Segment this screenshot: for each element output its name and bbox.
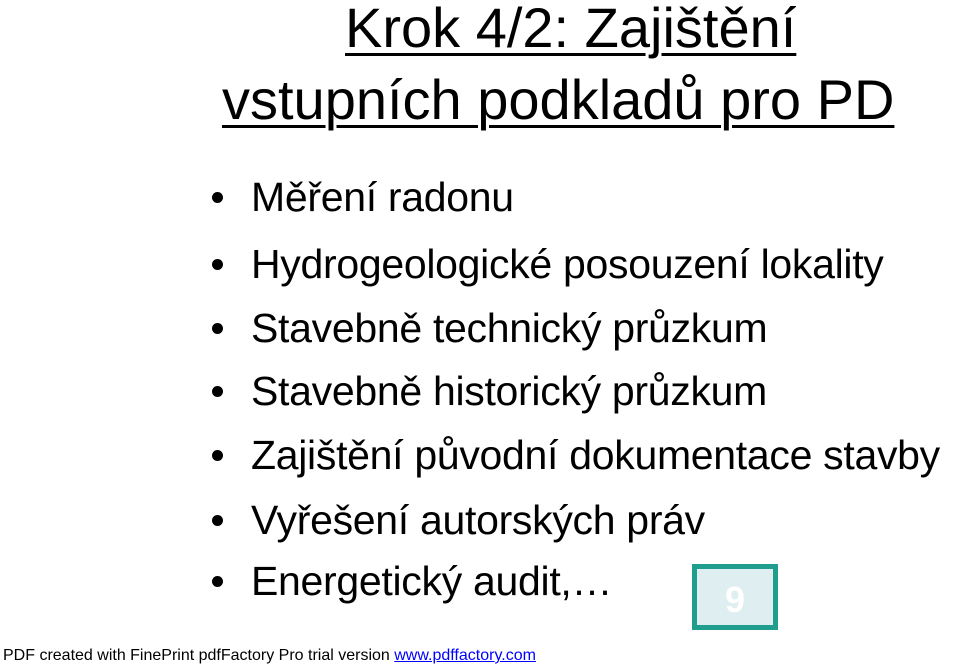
slide-title-line-1: Krok 4/2: Zajištění — [345, 0, 797, 59]
bullet-dot-icon — [212, 192, 223, 203]
footer-text: PDF created with FinePrint pdfFactory Pro trial version — [3, 647, 395, 664]
bullet-dot-icon — [212, 323, 223, 334]
bullet-text: Vyřešení autorských práv — [251, 497, 705, 543]
bullet-dot-icon — [212, 386, 223, 397]
slide-title-line-2: vstupních podkladů pro PD — [222, 68, 895, 131]
bullet-item — [212, 240, 884, 288]
bullet-item — [212, 496, 705, 544]
bullet-text: Měření radonu — [251, 174, 514, 220]
footer-link[interactable]: www.pdffactory.com — [394, 647, 536, 664]
bullet-item — [212, 431, 940, 479]
bullet-dot-icon — [212, 450, 223, 461]
bullet-dot-icon — [212, 515, 223, 526]
pdf-footer — [3, 646, 536, 666]
bullet-text: Stavebně technický průzkum — [251, 305, 768, 351]
bullet-item — [212, 173, 514, 221]
bullet-dot-icon — [212, 576, 223, 587]
bullet-text: Hydrogeologické posouzení lokality — [251, 241, 884, 287]
bullet-item — [212, 304, 767, 352]
page-number-badge — [692, 564, 778, 630]
bullet-text: Zajištění původní dokumentace stavby — [251, 432, 940, 478]
bullet-item — [212, 557, 612, 605]
page-number: 9 — [724, 579, 746, 620]
bullet-item — [212, 367, 767, 415]
bullet-text: Stavebně historický průzkum — [251, 368, 768, 414]
bullet-dot-icon — [212, 259, 223, 270]
bullet-text: Energetický audit,… — [251, 558, 613, 604]
